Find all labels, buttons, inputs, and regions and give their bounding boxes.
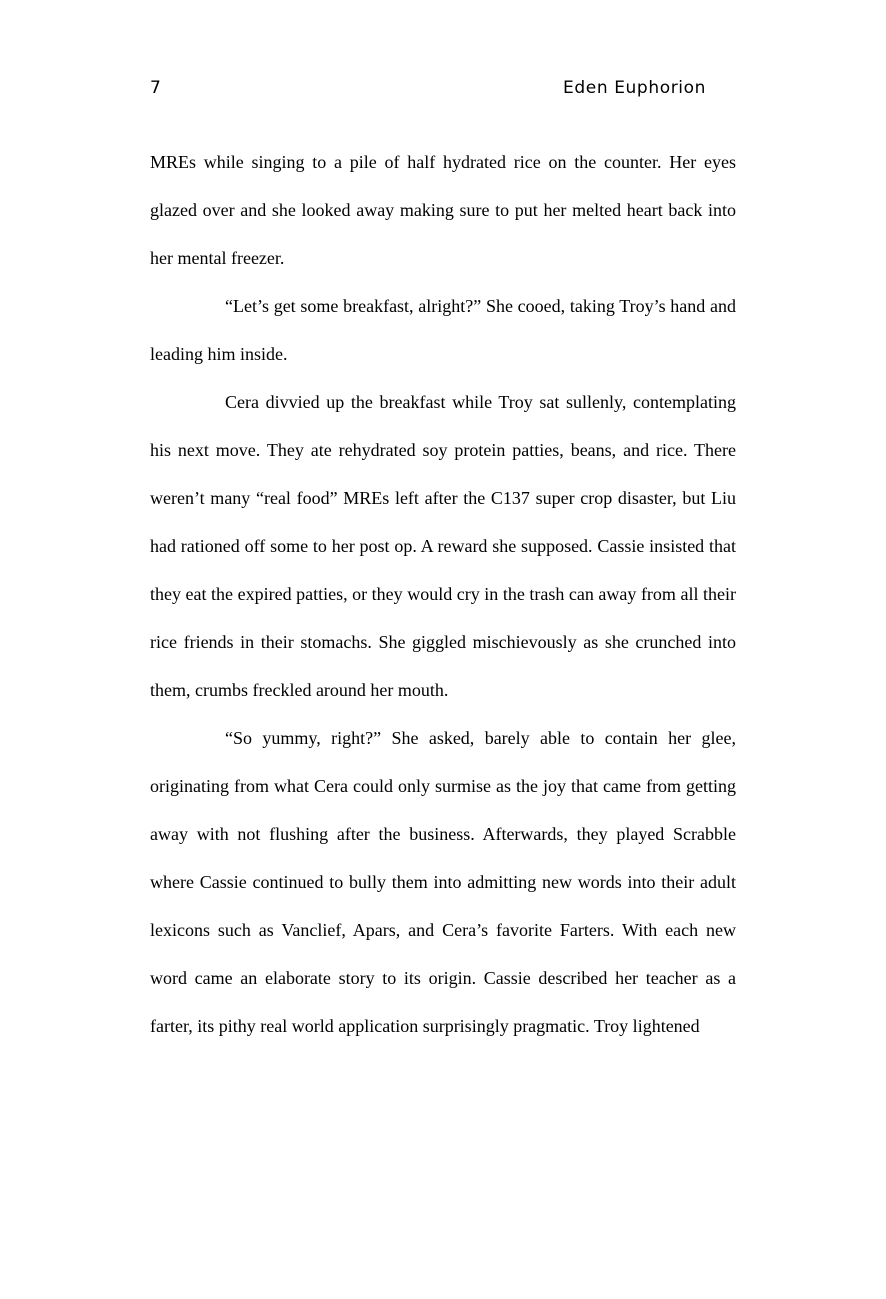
running-title: Eden Euphorion bbox=[563, 78, 706, 98]
paragraph-dialogue-breakfast: “Let’s get some breakfast, alright?” She cooed, taking Troy’s hand and leading him inside. bbox=[150, 296, 736, 364]
page-number: 7 bbox=[150, 78, 161, 98]
paragraph-scrabble: “So yummy, right?” She asked, barely able to contain her glee, originating from what Cera could only surmise as the joy that came from getting away with not flushing after the business. Afterwards, they played Scrabble where Cassie continued to bully them into admitting new words into their adult lexicons such as Vanclief, Apars, and Cera’s favorite Farters. With each new word came an elaborate story to its origin. Cassie described her teacher as a farter, its pithy real world application surprisingly pragmatic. Troy lightened bbox=[150, 728, 736, 1036]
paragraph-continued: MREs while singing to a pile of half hydrated rice on the counter. Her eyes glazed over and she looked away making sure to put her melted heart back into her mental freezer. bbox=[150, 152, 736, 268]
body-text bbox=[150, 138, 736, 1050]
paragraph-breakfast: Cera divvied up the breakfast while Troy sat sullenly, contemplating his next move. They ate rehydrated soy protein patties, beans, and rice. There weren’t many “real food” MREs left after the C137 super crop disaster, but Liu had rationed off some to her post op. A reward she supposed. Cassie insisted that they eat the expired patties, or they would cry in the trash can away from all their rice friends in their stomachs. She giggled mischievously as she crunched into them, crumbs freckled around her mouth. bbox=[150, 392, 736, 700]
page-header bbox=[150, 78, 706, 102]
